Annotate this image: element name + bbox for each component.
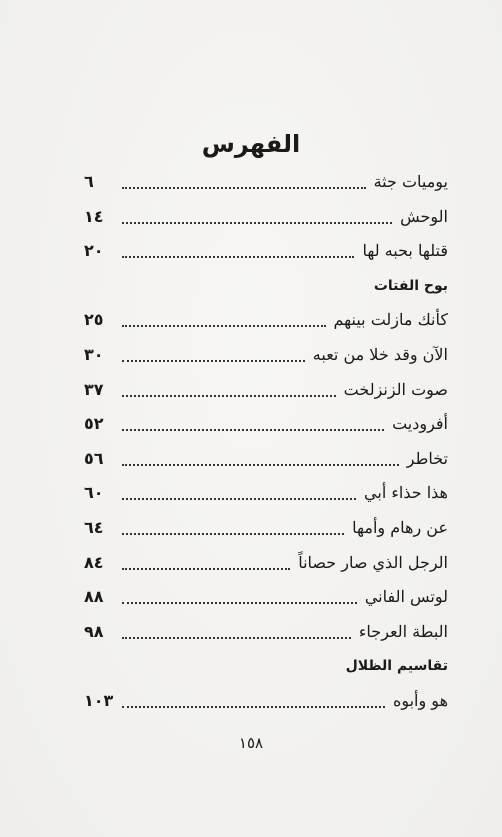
toc-entry[interactable] [40, 376, 448, 404]
entry-page-number: ٣٠ [84, 345, 104, 364]
dot-leader [122, 600, 357, 604]
dot-leader [122, 531, 344, 535]
entry-title: يوميات جثة [373, 172, 448, 191]
dot-leader [122, 358, 305, 362]
toc-entry[interactable] [40, 479, 448, 507]
entry-title: لوتس الفاني [364, 587, 448, 607]
entry-page-number: ٦٠ [84, 483, 104, 503]
toc-entry[interactable] [40, 549, 448, 577]
toc-entry[interactable] [40, 583, 448, 611]
dot-leader [122, 496, 356, 500]
entry-page-number: ٦٤ [84, 518, 104, 537]
entry-title: هذا حذاء أبي [364, 483, 448, 503]
entry-page-number: ٣٧ [84, 379, 104, 399]
entry-title: الآن وقد خلا من تعبه [312, 345, 448, 364]
entry-title: هو وأبوه [392, 691, 448, 710]
dot-leader [122, 220, 392, 224]
entry-page-number: ٩٨ [84, 621, 104, 641]
toc-entry[interactable] [40, 514, 448, 542]
toc-entry[interactable] [40, 341, 448, 369]
toc-entry[interactable] [40, 203, 448, 231]
entry-page-number: ٥٦ [84, 448, 104, 468]
toc-entry[interactable] [40, 445, 448, 473]
toc-title: الفهرس [201, 130, 301, 158]
entry-page-number: ١٠٣ [84, 691, 114, 710]
entry-page-number: ٨٨ [84, 587, 104, 607]
dot-leader [122, 566, 290, 570]
entry-title: تخاطر [406, 448, 448, 468]
dot-leader [122, 393, 336, 397]
toc-entry[interactable] [40, 237, 448, 265]
entry-title: البطة العرجاء [358, 621, 448, 641]
toc-section-heading [40, 272, 448, 300]
entry-page-number: ٥٢ [84, 414, 104, 434]
entry-page-number: ٢٥ [84, 310, 104, 330]
dot-leader [122, 704, 385, 708]
toc-entry[interactable] [40, 687, 448, 715]
entry-title: قتلها بحبه لها [362, 241, 448, 261]
toc-section-heading [40, 652, 448, 680]
toc-entry[interactable] [40, 618, 448, 646]
page-number: ١٥٨ [238, 734, 264, 752]
dot-leader [122, 323, 326, 327]
toc-entry[interactable] [40, 410, 448, 438]
entry-page-number: ٨٤ [84, 552, 104, 572]
entry-title: صوت الزنزلخت [343, 379, 448, 399]
entry-title: عن رهام وأمها [352, 518, 448, 537]
dot-leader [122, 254, 354, 258]
toc-entry[interactable] [40, 306, 448, 334]
entry-title: أفروديت [392, 414, 448, 434]
section-title: تقاسيم الظلال [345, 658, 448, 675]
entry-page-number: ٦ [84, 172, 94, 191]
dot-leader [122, 635, 351, 639]
entry-page-number: ٢٠ [84, 241, 104, 261]
toc-entry[interactable] [40, 168, 448, 196]
dot-leader [122, 462, 399, 466]
entry-page-number: ١٤ [84, 206, 104, 226]
entry-title: الرجل الذي صار حصاناً [298, 552, 448, 572]
dot-leader [122, 427, 384, 431]
entry-title: كأنك مازلت بينهم [333, 310, 448, 330]
dot-leader [122, 185, 366, 189]
section-title: بوح الفتات [373, 277, 448, 294]
entry-title: الوحش [400, 206, 448, 226]
